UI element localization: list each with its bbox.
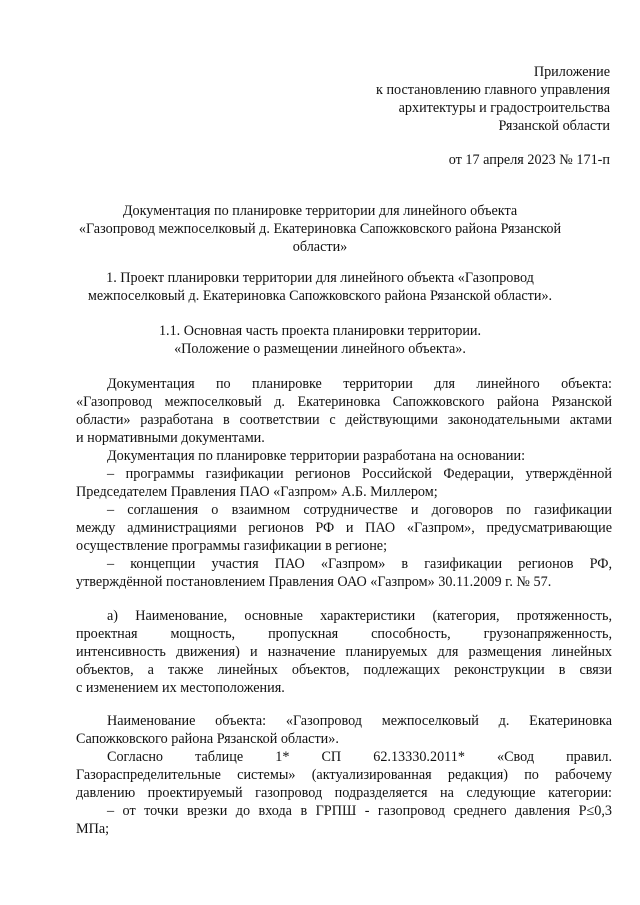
section-1-1-heading-line-1: 1.1. Основная часть проекта планировки территории. <box>158 323 482 339</box>
standard-ref-line-2: Газораспределительные системы» (актуализированная редакция) по рабочему <box>76 767 612 783</box>
paragraph-1-line-4: и нормативными документами. <box>76 430 265 446</box>
standard-ref-line-3: давлению проектируемый газопровод подразделяется на следующие категории: <box>76 785 612 801</box>
item-a-line-1: а) Наименование, основные характеристики (категория, протяженность, <box>107 608 612 624</box>
object-name-line-2: Сапожковского района Рязанской области». <box>76 731 339 747</box>
paragraph-1-line-3: области» разработана в соответствии с действующими законодательными актами <box>76 412 612 428</box>
paragraph-1-line-2: «Газопровод межпоселковый д. Екатериновка Сапожковского района Рязанской <box>76 394 612 410</box>
object-name-line-1: Наименование объекта: «Газопровод межпоселковый д. Екатериновка <box>107 713 612 729</box>
item-a-line-3: интенсивность движения) и назначение планируемых для размещения линейных <box>76 644 612 660</box>
bullet-2-line-3: осуществление программы газификации в регионе; <box>76 538 388 554</box>
bullet-1-line-2: Председателем Правления ПАО «Газпром» А.Б. Миллером; <box>76 484 438 500</box>
document-title-line-3: области» <box>292 239 348 255</box>
document-title-line-2: «Газопровод межпоселковый д. Екатериновка Сапожковского района Рязанской <box>78 221 562 237</box>
category-line-1: – от точки врезки до входа в ГРПШ - газопровод среднего давления Р≤0,3 <box>107 803 612 819</box>
section-1-heading-line-1: 1. Проект планировки территории для линейного объекта «Газопровод <box>106 270 534 286</box>
paragraph-1-line-1: Документация по планировке территории для линейного объекта: <box>107 376 612 392</box>
standard-ref-line-1: Согласно таблице 1* СП 62.13330.2011* «Свод правил. <box>107 749 612 765</box>
section-1-heading-line-2: межпоселковый д. Екатериновка Сапожковского района Рязанской области». <box>87 288 553 304</box>
paragraph-2-line-1: Документация по планировке территории разработана на основании: <box>107 448 526 464</box>
appendix-label: Приложение <box>533 64 610 80</box>
bullet-1-line-1: – программы газификации регионов Российской Федерации, утверждённой <box>107 466 612 482</box>
appendix-line-3: архитектуры и градостроительства <box>398 100 610 116</box>
bullet-3-line-1: – концепции участия ПАО «Газпром» в газификации регионов РФ, <box>107 556 612 572</box>
item-a-line-5: с изменением их местоположения. <box>76 680 285 696</box>
item-a-line-2: проектная мощность, пропускная способность, грузонапряженность, <box>76 626 612 642</box>
bullet-3-line-2: утверждённой постановлением Правления ОАО «Газпром» 30.11.2009 г. № 57. <box>76 574 552 590</box>
bullet-2-line-2: между администрациями регионов РФ и ПАО «Газпром», предусматривающие <box>76 520 612 536</box>
appendix-line-2: к постановлению главного управления <box>376 82 610 98</box>
item-a-line-4: объектов, а также линейных объектов, подлежащих реконструкции в связи <box>76 662 612 678</box>
decree-date: от 17 апреля 2023 № 171-п <box>448 152 610 168</box>
appendix-line-4: Рязанской области <box>498 118 610 134</box>
bullet-2-line-1: – соглашения о взаимном сотрудничестве и договоров по газификации <box>107 502 612 518</box>
document-title-line-1: Документация по планировке территории для линейного объекта <box>122 203 518 219</box>
category-line-2: МПа; <box>76 821 110 837</box>
section-1-1-heading-line-2: «Положение о размещении линейного объекта». <box>174 341 466 357</box>
